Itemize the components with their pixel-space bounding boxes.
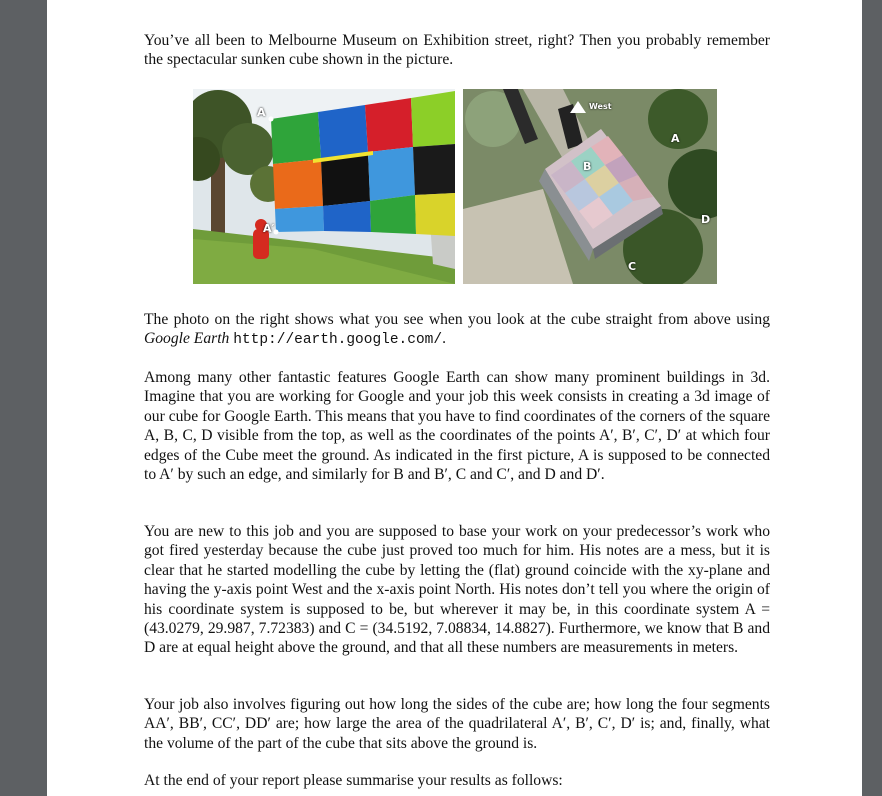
photo-cube-side [193,89,455,284]
label-point-b: B [583,160,592,173]
label-point-c: C [628,260,637,273]
p2-text: The photo on the right shows what you see when you look at the cube straight from above using [144,311,770,328]
label-point-d: D [701,213,711,226]
paragraph-intro [144,31,770,70]
paragraph-google-earth [144,310,770,351]
label-point-a-top: A [671,132,680,145]
paragraph-summary: At the end of your report please summarise your results as follows: [144,772,563,789]
google-earth-name: Google Earth [144,330,230,348]
photo-aerial-view [463,89,717,284]
aerial-illustration [463,89,717,284]
paragraph-predecessor: You are new to this job and you are supposed to base your work on your predecessor’s work who got fired yesterday because the cube just proved too much for him. His notes are a mess, but it is clear that he started modelling the cube by letting the (flat) ground coincide with the xy-plane and having the y-axis point West and the x-axis point North. His notes don’t tell you where the origin of his coordinate system is supposed to be, but wherever it may be, in this coordinate system A = (43.0279, 29.987, 7.72383) and C = (34.5192, 7.08834, 14.8827). Furthermore, we know that B and D are at equal height above the ground, and that all these numbers are measurements in meters. [144,523,770,657]
paragraph-job: Your job also involves figuring out how long the sides of the cube are; how long the four segments AA′, BB′, CC′, DD′ are; how large the area of the quadrilateral A′, B′, C′, D′ is; and, finally, what the volume of the part of the cube that sits above the ground is. [144,696,770,752]
label-point-a: A [257,106,266,119]
label-west: West [589,102,612,111]
intro-text: You’ve all been to Melbourne Museum on Exhibition street, right? Then you probably remember the spectacular sunken cube shown in the picture. [144,32,770,69]
paragraph-task: Among many other fantastic features Google Earth can show many prominent buildings in 3d. Imagine that you are working for Google and your job this week consists in creating a 3d image of our cube for Google Earth. This means that you have to find coordinates of the corners of the square A, B, C, D visible from the top, as well as the coordinates of the points A′, B′, C′, D′ at which four edges of the Cube meet the ground. As indicated in the first picture, A is supposed to be connected to A′ by such an edge, and similarly for B and B′, C and C′, and D and D′. [144,369,770,484]
label-point-a-prime: A′ [263,222,275,235]
p2-end: . [442,330,446,348]
document-page [47,0,862,796]
cube-side-illustration [193,89,455,284]
google-earth-url[interactable]: http://earth.google.com/ [233,332,443,349]
